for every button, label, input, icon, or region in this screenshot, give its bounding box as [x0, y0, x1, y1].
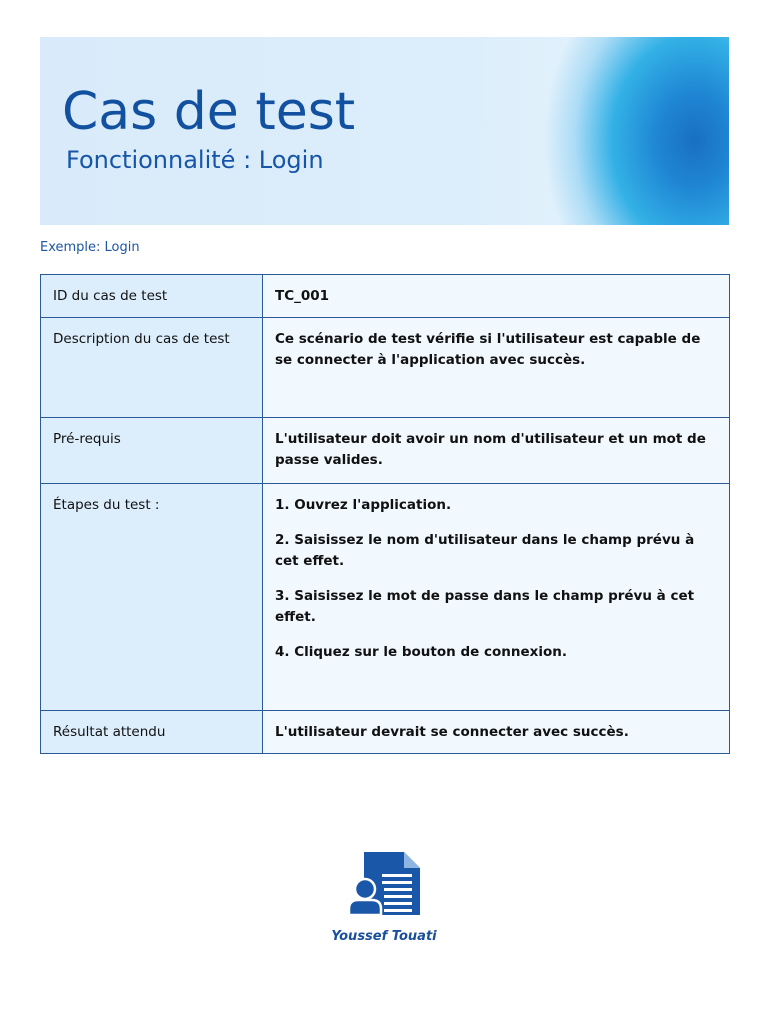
id-value: TC_001 [263, 275, 730, 318]
result-label: Résultat attendu [41, 711, 263, 754]
user-document-icon [348, 849, 422, 917]
step-item: 1. Ouvrez l'application. [275, 497, 452, 513]
step-item: 2. Saisissez le nom d'utilisateur dans le champ prévu à cet effet. [275, 532, 695, 569]
description-value: Ce scénario de test vérifie si l'utilisateur est capable de se connecter à l'application avec succès. [263, 318, 730, 418]
description-label: Description du cas de test [41, 318, 263, 418]
prereq-label: Pré-requis [41, 418, 263, 484]
table-row-description [41, 318, 730, 418]
table-row-expected-result [41, 711, 730, 754]
steps-label: Étapes du test : [41, 484, 263, 711]
header-banner [40, 37, 729, 225]
page-title: Cas de test [62, 82, 356, 142]
step-item: 4. Cliquez sur le bouton de connexion. [275, 644, 567, 660]
author-name: Youssef Touati [331, 929, 437, 944]
page-subtitle: Fonctionnalité : Login [66, 146, 324, 174]
example-label: Exemple: Login [40, 240, 140, 255]
id-label: ID du cas de test [41, 275, 263, 318]
test-case-table [40, 274, 730, 754]
result-value: L'utilisateur devrait se connecter avec succès. [263, 711, 730, 754]
table-row-prerequisites [41, 418, 730, 484]
table-row-steps [41, 484, 730, 711]
step-item: 3. Saisissez le mot de passe dans le champ prévu à cet effet. [275, 588, 695, 625]
prereq-value: L'utilisateur doit avoir un nom d'utilisateur et un mot de passe valides. [263, 418, 730, 484]
steps-value [263, 484, 730, 711]
table-row-id [41, 275, 730, 318]
